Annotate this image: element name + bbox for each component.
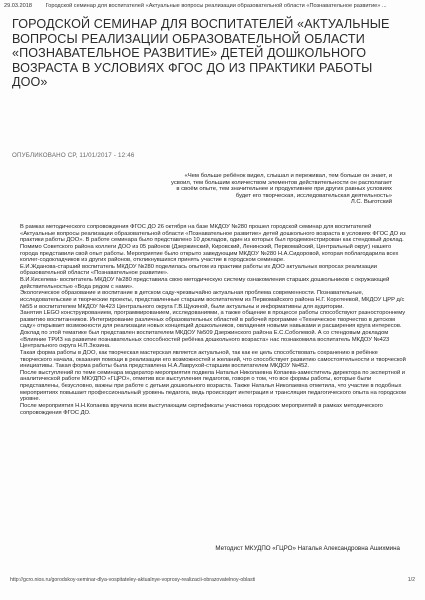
- page-number: 1/2: [407, 577, 415, 583]
- article-paragraph: Такая форма работы в ДОО, как творческая мастерская является актуальной, так как ее цель способствовать сохранению в ребёнке творческого начала, оказания помощи в реализации его возможностей и желаний, что способствует развитию самостоятельности и творческой инициативы. Такая форма работы была представлена Н.А.Лаврухой-старшим воспитателем МКДОУ №452.: [20, 349, 406, 370]
- published-date: ОПУБЛИКОВАНО СР, 11/01/2017 - 12:46: [12, 152, 135, 159]
- epigraph: [170, 173, 392, 206]
- epigraph-author: Л.С. Выготский: [350, 199, 392, 206]
- article-paragraph: После мероприятия Н.Н.Копаева вручила всем выступающим сертификаты участника городских мероприятий в рамках методического сопровождения ФГОС ДО.: [20, 402, 383, 416]
- article-paragraph: Экологическое образование и воспитание в детском саду-чрезвычайно актуальная проблема современности. Познавательные, исследовательские и творческие проекты, представленные старшим воспитателем из Первомайского района Н.Г. Коротеевой, МКДОУ ЦРР д/с №55 и воспитателем МКДОУ №423 Центрального округа Г.В.Щукиной, были актуальны и информативны для аудитории.: [20, 290, 405, 310]
- print-footer: [10, 577, 415, 585]
- article-title: ГОРОДСКОЙ СЕМИНАР ДЛЯ ВОСПИТАТЕЛЕЙ «АКТУАЛЬНЫЕ ВОПРОСЫ РЕАЛИЗАЦИИ ОБРАЗОВАТЕЛЬНОЙ ОБЛАСТИ «ПОЗНАВАТЕЛЬНОЕ РАЗВИТИЕ» ДЕТЕЙ ДОШКОЛЬНОГО ВОЗРАСТА В УСЛОВИЯХ ФГОС ДО ИЗ ПРАКТИКИ РАБОТЫ ДОО»: [12, 17, 390, 89]
- print-header: [4, 3, 421, 10]
- article-paragraph: После выступлений по теме семинара модератор мероприятия подвела Наталья Николаевна Копаева-заместитель директора по экспертной и аналитической работе МКУДПО «ГЦРО», отметив все выступления педагогов, говоря о том, что все формы работы, которые были представлены, безусловно, важны при работе с детьми дошкольного возраста. Также Наталья Николаевна отметила, что участие в подобных мероприятиях повышает профессиональный уровень педагога, ведь происходит интеграция и трансляция педагогического опыта на городском уровне.: [20, 369, 406, 403]
- page-url[interactable]: http://gcro.nios.ru/gorodskoy-seminar-dlya-vospitateley-aktualnye-voprosy-realizacii-obrazovatelnoy-oblasti: [10, 577, 256, 583]
- print-date: 29.03.2018: [4, 3, 32, 9]
- article-paragraph: Е.И.Жданова-старший воспитатель МКДОУ №280 поделилась опытом из практики работы их ДОО актуальных вопросах реализации образовательной области «Познавательное развитие».: [20, 263, 377, 277]
- article-body: [20, 224, 408, 416]
- article-paragraph: В.И.Киселева- воспитатель МКДОУ №280 представила свою методическую систему ознакомления старших дошкольников с окружающей действительностью «Вода рядом с нами».: [20, 277, 390, 290]
- article-paragraph: Занятия LEGO конструированием, программированием, исследованиями, а также общение в процессе работы способствуют разностороннему развитию воспитанников. Интегрирование различных образовательных областей в рабочей программе «Техническое творчество в детском саду» открывает возможности для реализации новых концепций дошкольников, овладения новыми навыками и расширения круга интересов. Доклад по этой тематике был представлен воспитателем МКДОУ №509 Дзержинского района Е.С.Соболевой. А со стендовым докладом «Влияние ТРИЗ на развитие познавательных способностей ребёнка дошкольного возраста» нас познакомила воспитатель МКДОУ №423 Центрального округа Н.П.Зюзина.: [20, 310, 406, 350]
- print-header-title: Городской семинар для воспитателей «Актуальные вопросы реализации образовательной области «Познавательное развитие» ...: [45, 3, 387, 9]
- article-paragraph: В рамках методического сопровождения ФГОС ДО 26 октября на базе МКДОУ №280 прошел городской семинар для воспитателей «Актуальные вопросы реализации образовательной области «Познавательное развитие» детей дошкольного возраста в условиях ФГОС ДО из практики работы ДОО». В работе семинара было представлено 10 докладов, один из которых был продемонстрирован как стендовый доклад. Помимо Советского района коллеги ДОО из 05 районов (Дзержинский, Кировский, Ленинский, Первомайский, Центральный округ) нашего города представили свой опыт работы. Мероприятие было открыто заведующим МКДОУ №280 Н.А.Сидоровой, которая поблагодарила всех коллег-содокладчиков из других районов, откликнувшихся принять участие в городском семинаре.: [20, 224, 406, 264]
- epigraph-text: «Чем больше ребёнок видел, слышал и переживал, тем больше он знает, и усвоил, тем большим количеством элементов действительности он располагает в своём опыте, тем значительнее и продуктивнее при других равных условиях будет его творческая, исследовательская деятельность»: [170, 173, 392, 199]
- article-signature: Методист МКУДПО «ГЦРО» Наталья Александровна Ашихмина: [215, 545, 400, 552]
